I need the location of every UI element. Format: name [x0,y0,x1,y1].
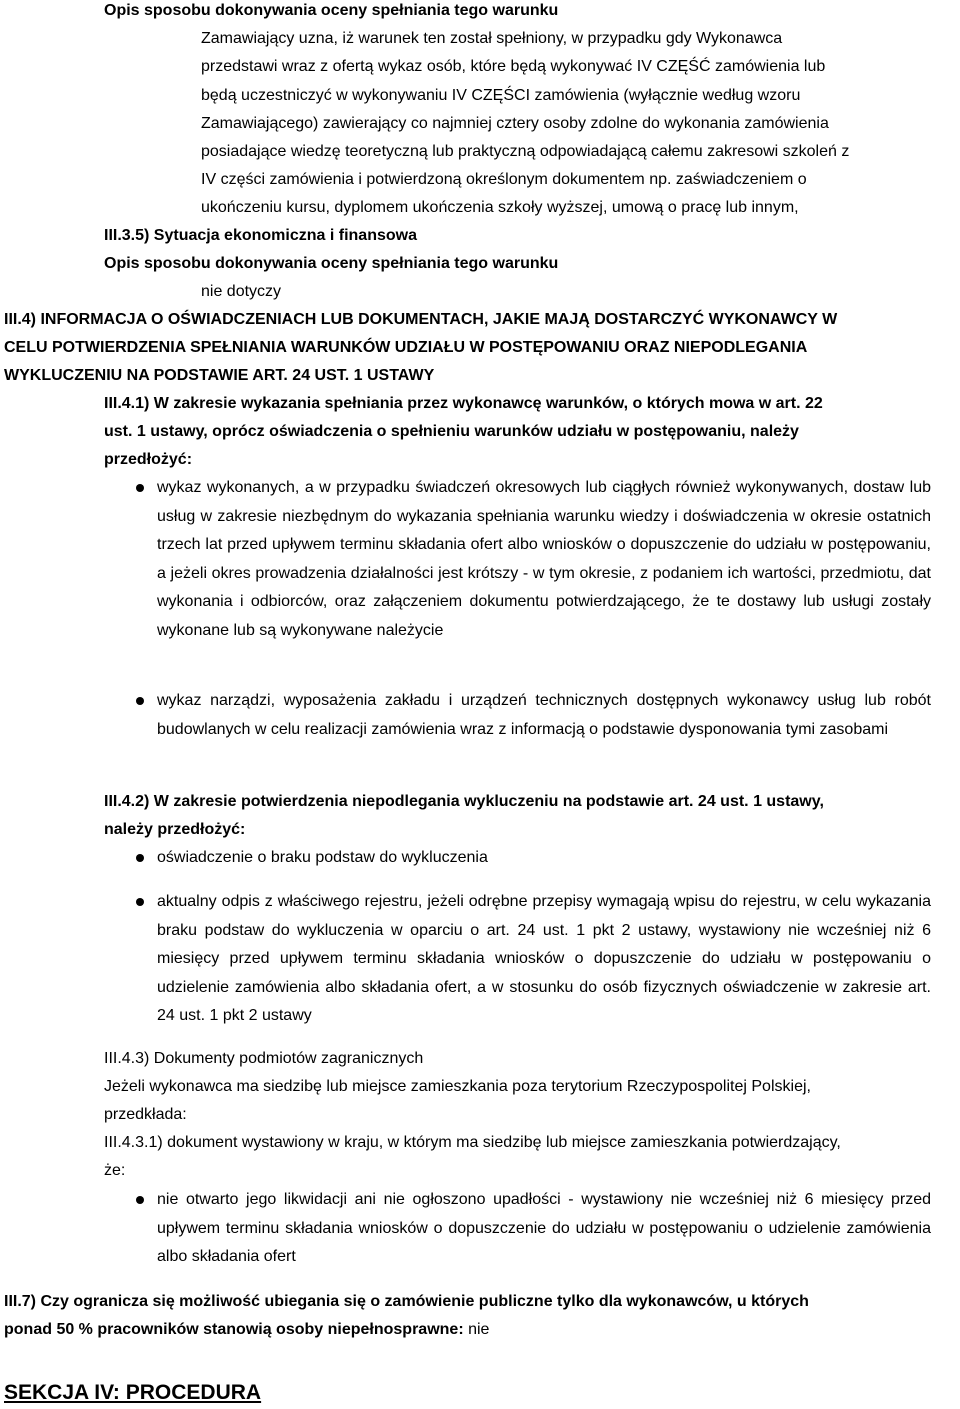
list-item: oświadczenie o braku podstaw do wykluczenia [157,849,488,866]
bullet-icon [136,697,144,705]
section-heading-iii-7-line [4,1320,489,1340]
answer-value: nie [468,1321,490,1338]
list-item: wykaz narządzi, wyposażenia zakładu i urządzeń technicznych dostępnych wykonawcy usług lub robót budowlanych w celu realizacji zamówienia wraz z informacją o podstawie dysponowania tymi zasobami [157,692,931,738]
paragraph-line: przedkłada: [104,1106,187,1123]
question-text: ponad 50 % pracowników stanowią osoby niepełnosprawne: [4,1321,464,1338]
paragraph-line: będą uczestniczyć w wykonywaniu IV CZĘŚCI zamówienia (wyłącznie według wzoru [201,87,801,104]
paragraph-line: ukończeniu kursu, dyplomem ukończenia szkoły wyższej, umową o pracę lub innym, [201,199,799,216]
paragraph-line: IV części zamówienia i potwierdzoną określonym dokumentem np. zaświadczeniem o [201,171,807,188]
section-heading-iii-4-line: WYKLUCZENIU NA PODSTAWIE ART. 24 UST. 1 USTAWY [4,367,435,384]
subsection-line: że: [104,1162,126,1179]
paragraph-line: Jeżeli wykonawca ma siedzibę lub miejsce zamieszkania poza terytorium Rzeczypospolitej Polskiej, [104,1078,811,1095]
bullet-icon [136,1196,144,1204]
paragraph-line: Zamawiający uzna, iż warunek ten został spełniony, w przypadku gdy Wykonawca [201,30,783,47]
list-item: nie otwarto jego likwidacji ani nie ogłoszono upadłości - wystawiony nie wcześniej niż 6 miesięcy przed upływem terminu składania wniosków o dopuszczenie do udziału w postępowaniu o udzielenie zamówienia albo składania ofert [157,1191,931,1265]
section-heading-iii-4-2: III.4.2) W zakresie potwierdzenia niepodlegania wykluczeniu na podstawie art. 24 ust. 1 ustawy, [104,793,824,810]
section-heading-iii-4-3: III.4.3) Dokumenty podmiotów zagranicznych [104,1050,424,1067]
subsection-line: III.4.3.1) dokument wystawiony w kraju, w którym ma siedzibę lub miejsce zamieszkania potwierdzający, [104,1134,841,1151]
section-heading-iii-7: III.7) Czy ogranicza się możliwość ubiegania się o zamówienie publiczne tylko dla wykonawców, u których [4,1293,809,1310]
list-item: wykaz wykonanych, a w przypadku świadczeń okresowych lub ciągłych również wykonywanych, dostaw lub usług w zakresie niezbędnym do wykazania spełniania warunku wiedzy i doświadczenia w okresie ostatnich trzech lat przed upływem terminu składania ofert albo wniosków o dopuszczenie do udziału w postępowaniu, a jeżeli okres prowadzenia działalności jest krótszy - w tym okresie, z podaniem ich wartości, przedmiotu, dat wykonania i odbiorców, oraz załączeniem dokumentu potwierdzającego, że te dostawy lub usługi zostały wykonane lub są wykonywane należycie [157,479,931,639]
bullet-icon [136,898,144,906]
section-heading-iii-4-1: III.4.1) W zakresie wykazania spełniania przez wykonawcę warunków, o których mowa w art. 22 [104,395,823,412]
section-heading-iii-4-1-line: przedłożyć: [104,451,193,468]
assessment-heading: Opis sposobu dokonywania oceny spełniania tego warunku [104,255,559,272]
section-title: SEKCJA IV: PROCEDURA [4,1381,262,1404]
section-heading-iii-4-line: CELU POTWIERDZENIA SPEŁNIANIA WARUNKÓW UDZIAŁU W POSTĘPOWANIU ORAZ NIEPODLEGANIA [4,339,808,356]
bullet-icon [136,484,144,492]
assessment-value: nie dotyczy [201,283,282,300]
paragraph-line: Zamawiającego) zawierający co najmniej cztery osoby zdolne do wykonania zamówienia [201,115,829,132]
section-heading-iii-3-5: III.3.5) Sytuacja ekonomiczna i finansowa [104,227,417,244]
section-heading-iii-4: III.4) INFORMACJA O OŚWIADCZENIACH LUB DOKUMENTACH, JAKIE MAJĄ DOSTARCZYĆ WYKONAWCY W [4,311,838,328]
paragraph-line: posiadające wiedzę teoretyczną lub praktyczną odpowiadającą całemu zakresowi szkoleń z [201,143,850,160]
list-item: aktualny odpis z właściwego rejestru, jeżeli odrębne przepisy wymagają wpisu do rejestru, w celu wykazania braku podstaw do wykluczenia w oparciu o art. 24 ust. 1 pkt 2 ustawy, wystawiony nie wcześniej niż 6 miesięcy przed upływem terminu składania wniosków o dopuszczenie do udziału w postępowaniu o udzielenie zamówienia albo składania ofert, a w stosunku do osób fizycznych oświadczenie w zakresie art. 24 ust. 1 pkt 2 ustawy [157,893,931,1024]
section-heading-iii-4-2-line: należy przedłożyć: [104,821,246,838]
bullet-icon [136,854,144,862]
paragraph-line: przedstawi wraz z ofertą wykaz osób, które będą wykonywać IV CZĘŚĆ zamówienia lub [201,58,826,75]
assessment-heading: Opis sposobu dokonywania oceny spełniania tego warunku [104,2,559,19]
section-heading-iii-4-1-line: ust. 1 ustawy, oprócz oświadczenia o spełnieniu warunków udziału w postępowaniu, należy [104,423,799,440]
